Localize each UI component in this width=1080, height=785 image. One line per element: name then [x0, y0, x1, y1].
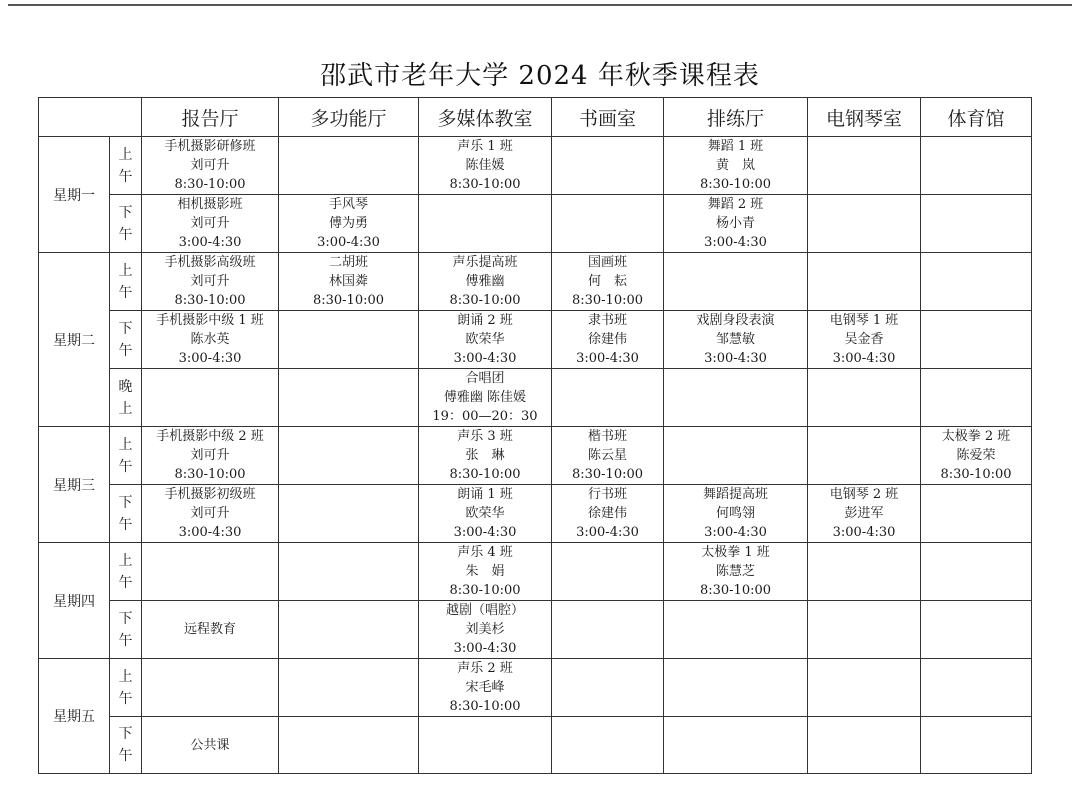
class-line: 楷书班	[587, 429, 627, 444]
class-line: 3:00-4:30	[453, 641, 517, 656]
class-line: 手机摄影高级班	[164, 255, 256, 270]
header-room: 书画室	[552, 98, 664, 137]
class-cell	[419, 311, 552, 369]
class-line: 远程教育	[183, 622, 236, 637]
class-line: 陈水英	[190, 332, 230, 347]
header-room: 多媒体教室	[419, 98, 552, 137]
header-room: 多功能厅	[279, 98, 419, 137]
empty-cell	[552, 137, 664, 195]
class-line: 刘可升	[190, 448, 230, 463]
schedule-row	[39, 659, 1032, 717]
class-line: 3:00-4:30	[178, 351, 242, 366]
empty-cell	[279, 311, 419, 369]
class-line: 8:30-10:00	[174, 293, 246, 308]
class-line: 刘可升	[190, 506, 230, 521]
class-line: 张 琳	[465, 448, 505, 463]
class-line: 陈佳媛	[465, 158, 505, 173]
class-cell	[419, 485, 552, 543]
class-line: 3:00-4:30	[453, 351, 517, 366]
class-line: 3:00-4:30	[832, 351, 896, 366]
header-room: 报告厅	[142, 98, 279, 137]
class-line: 3:00-4:30	[453, 525, 517, 540]
period-label: 下 午	[110, 195, 142, 253]
empty-cell	[921, 659, 1032, 717]
class-cell	[664, 137, 808, 195]
empty-cell	[808, 659, 921, 717]
empty-cell	[921, 195, 1032, 253]
class-line: 手机摄影中级 2 班	[156, 429, 264, 444]
class-line: 8:30-10:00	[571, 293, 644, 308]
empty-cell	[279, 601, 419, 659]
class-line: 国画班	[587, 255, 627, 270]
empty-cell	[279, 543, 419, 601]
class-line: 徐建伟	[587, 506, 627, 521]
header-room: 体育馆	[921, 98, 1032, 137]
class-line: 公共课	[190, 737, 230, 753]
period-label: 下 午	[110, 601, 142, 659]
class-cell	[419, 369, 552, 427]
class-cell	[142, 717, 279, 774]
schedule-row	[39, 485, 1032, 543]
class-line: 8:30-10:00	[449, 583, 521, 598]
header-row	[39, 98, 1032, 137]
period-label: 上 午	[110, 659, 142, 717]
class-line: 声乐 3 班	[457, 429, 513, 444]
period-label: 上 午	[110, 543, 142, 601]
class-cell	[552, 427, 664, 485]
class-line: 声乐 4 班	[457, 545, 513, 560]
empty-cell	[808, 253, 921, 311]
empty-cell	[664, 427, 808, 485]
schedule-row	[39, 253, 1032, 311]
empty-cell	[552, 543, 664, 601]
class-cell	[142, 253, 279, 311]
header-room: 排练厅	[664, 98, 808, 137]
class-line: 8:30-10:00	[449, 699, 521, 714]
empty-cell	[664, 369, 808, 427]
period-label: 上 午	[110, 137, 142, 195]
empty-cell	[808, 717, 921, 774]
class-line: 电钢琴 1 班	[829, 313, 899, 328]
empty-cell	[419, 717, 552, 774]
class-line: 戏剧身段表演	[696, 313, 775, 328]
empty-cell	[664, 253, 808, 311]
class-line: 电钢琴 2 班	[829, 487, 899, 502]
schedule-row	[39, 543, 1032, 601]
day-label: 星期五	[39, 659, 110, 774]
class-line: 朗诵 2 班	[457, 313, 513, 328]
empty-cell	[664, 601, 808, 659]
class-line: 隶书班	[587, 313, 627, 328]
period-label: 上 午	[110, 427, 142, 485]
class-line: 宋毛峰	[465, 680, 505, 695]
schedule-row	[39, 195, 1032, 253]
class-cell	[664, 485, 808, 543]
empty-cell	[921, 717, 1032, 774]
class-line: 舞蹈提高班	[702, 487, 768, 502]
class-line: 8:30-10:00	[312, 293, 385, 308]
class-line: 8:30-10:00	[940, 467, 1012, 482]
class-line: 合唱团	[465, 371, 505, 386]
class-cell	[142, 601, 279, 659]
empty-cell	[664, 659, 808, 717]
class-line: 3:00-4:30	[178, 235, 242, 250]
empty-cell	[142, 369, 279, 427]
class-line: 欧荣华	[465, 506, 505, 521]
empty-cell	[808, 427, 921, 485]
class-line: 越剧（唱腔）	[445, 603, 524, 618]
schedule-row	[39, 427, 1032, 485]
class-line: 杨小青	[715, 216, 755, 231]
day-label: 星期二	[39, 253, 110, 427]
class-line: 林国粦	[328, 274, 368, 289]
day-label: 星期四	[39, 543, 110, 659]
empty-cell	[552, 717, 664, 774]
header-corner	[39, 98, 142, 137]
empty-cell	[664, 717, 808, 774]
class-line: 刘美杉	[465, 622, 505, 637]
class-line: 朗诵 1 班	[457, 487, 513, 502]
empty-cell	[808, 369, 921, 427]
class-line: 3:00-4:30	[576, 525, 639, 540]
class-cell	[279, 253, 419, 311]
class-cell	[552, 485, 664, 543]
empty-cell	[921, 485, 1032, 543]
class-line: 太极拳 1 班	[701, 545, 770, 560]
class-line: 8:30-10:00	[174, 467, 246, 482]
class-cell	[808, 311, 921, 369]
class-line: 何鸣翎	[715, 506, 755, 521]
class-line: 吴金香	[844, 332, 884, 347]
empty-cell	[921, 137, 1032, 195]
empty-cell	[552, 601, 664, 659]
class-line: 3:00-4:30	[832, 525, 896, 540]
class-cell	[552, 253, 664, 311]
class-cell	[664, 543, 808, 601]
top-border-line	[8, 4, 1072, 6]
class-line: 行书班	[587, 487, 627, 502]
class-line: 8:30-10:00	[699, 177, 772, 192]
period-label: 下 午	[110, 311, 142, 369]
class-line: 3:00-4:30	[317, 235, 380, 250]
empty-cell	[552, 195, 664, 253]
empty-cell	[921, 543, 1032, 601]
class-line: 陈云星	[587, 448, 627, 463]
schedule-row	[39, 137, 1032, 195]
schedule-table	[38, 97, 1032, 774]
class-line: 3:00-4:30	[704, 235, 767, 250]
period-label: 上 午	[110, 253, 142, 311]
class-cell	[921, 427, 1032, 485]
class-line: 8:30-10:00	[571, 467, 644, 482]
empty-cell	[552, 659, 664, 717]
class-cell	[419, 427, 552, 485]
class-line: 刘可升	[190, 158, 230, 173]
schedule-row	[39, 601, 1032, 659]
period-label: 下 午	[110, 485, 142, 543]
empty-cell	[808, 195, 921, 253]
class-cell	[664, 195, 808, 253]
class-line: 舞蹈 2 班	[707, 197, 764, 212]
class-line: 何 耘	[587, 274, 627, 289]
schedule-row	[39, 311, 1032, 369]
class-line: 手风琴	[328, 197, 368, 212]
page-title: 邵武市老年大学 2024 年秋季课程表	[320, 61, 760, 91]
class-line: 傅为勇	[328, 216, 368, 231]
class-line: 陈慧芝	[715, 564, 755, 579]
class-line: 3:00-4:30	[576, 351, 639, 366]
class-line: 8:30-10:00	[449, 293, 521, 308]
empty-cell	[552, 369, 664, 427]
class-cell	[419, 137, 552, 195]
empty-cell	[279, 427, 419, 485]
header-room: 电钢琴室	[808, 98, 921, 137]
class-cell	[552, 311, 664, 369]
empty-cell	[921, 601, 1032, 659]
class-line: 彭进军	[844, 506, 884, 521]
class-line: 徐建伟	[587, 332, 627, 347]
class-line: 声乐 2 班	[457, 661, 513, 676]
empty-cell	[279, 137, 419, 195]
period-label: 晚 上	[110, 369, 142, 427]
class-line: 声乐提高班	[452, 255, 518, 270]
class-line: 黄 岚	[715, 158, 755, 173]
class-line: 19：00—20：30	[432, 409, 538, 424]
class-line: 陈爱荣	[956, 448, 996, 463]
day-label: 星期三	[39, 427, 110, 543]
day-label: 星期一	[39, 137, 110, 253]
class-line: 手机摄影初级班	[164, 487, 256, 502]
empty-cell	[921, 253, 1032, 311]
class-line: 8:30-10:00	[449, 467, 521, 482]
class-line: 手机摄影研修班	[164, 139, 256, 154]
schedule-body	[39, 137, 1032, 774]
class-line: 太极拳 2 班	[941, 429, 1011, 444]
class-line: 刘可升	[190, 216, 230, 231]
empty-cell	[808, 137, 921, 195]
class-cell	[419, 659, 552, 717]
empty-cell	[808, 601, 921, 659]
class-line: 8:30-10:00	[449, 177, 521, 192]
empty-cell	[142, 659, 279, 717]
class-cell	[664, 311, 808, 369]
schedule-row	[39, 369, 1032, 427]
class-cell	[808, 485, 921, 543]
empty-cell	[279, 485, 419, 543]
class-line: 欧荣华	[465, 332, 505, 347]
class-cell	[142, 311, 279, 369]
class-line: 8:30-10:00	[174, 177, 246, 192]
class-line: 声乐 1 班	[457, 139, 513, 154]
schedule-row	[39, 717, 1032, 774]
class-line: 刘可升	[190, 274, 230, 289]
class-cell	[142, 427, 279, 485]
class-cell	[142, 195, 279, 253]
empty-cell	[921, 369, 1032, 427]
class-line: 3:00-4:30	[704, 351, 767, 366]
class-line: 朱 娟	[465, 564, 505, 579]
class-cell	[279, 195, 419, 253]
class-line: 邹慧敏	[715, 332, 755, 347]
empty-cell	[279, 659, 419, 717]
class-cell	[419, 253, 552, 311]
class-line: 3:00-4:30	[178, 525, 242, 540]
class-line: 8:30-10:00	[699, 583, 772, 598]
class-line: 傅雅幽 陈佳媛	[443, 390, 527, 405]
class-cell	[419, 543, 552, 601]
empty-cell	[921, 311, 1032, 369]
class-cell	[142, 137, 279, 195]
empty-cell	[142, 543, 279, 601]
class-cell	[142, 485, 279, 543]
class-line: 3:00-4:30	[704, 525, 767, 540]
empty-cell	[419, 195, 552, 253]
class-cell	[419, 601, 552, 659]
class-line: 手机摄影中级 1 班	[156, 313, 264, 328]
class-line: 二胡班	[328, 255, 368, 270]
empty-cell	[279, 369, 419, 427]
empty-cell	[808, 543, 921, 601]
empty-cell	[279, 717, 419, 774]
class-line: 相机摄影班	[177, 197, 243, 212]
class-line: 傅雅幽	[465, 274, 505, 289]
class-line: 舞蹈 1 班	[707, 139, 764, 154]
period-label: 下 午	[110, 717, 142, 774]
